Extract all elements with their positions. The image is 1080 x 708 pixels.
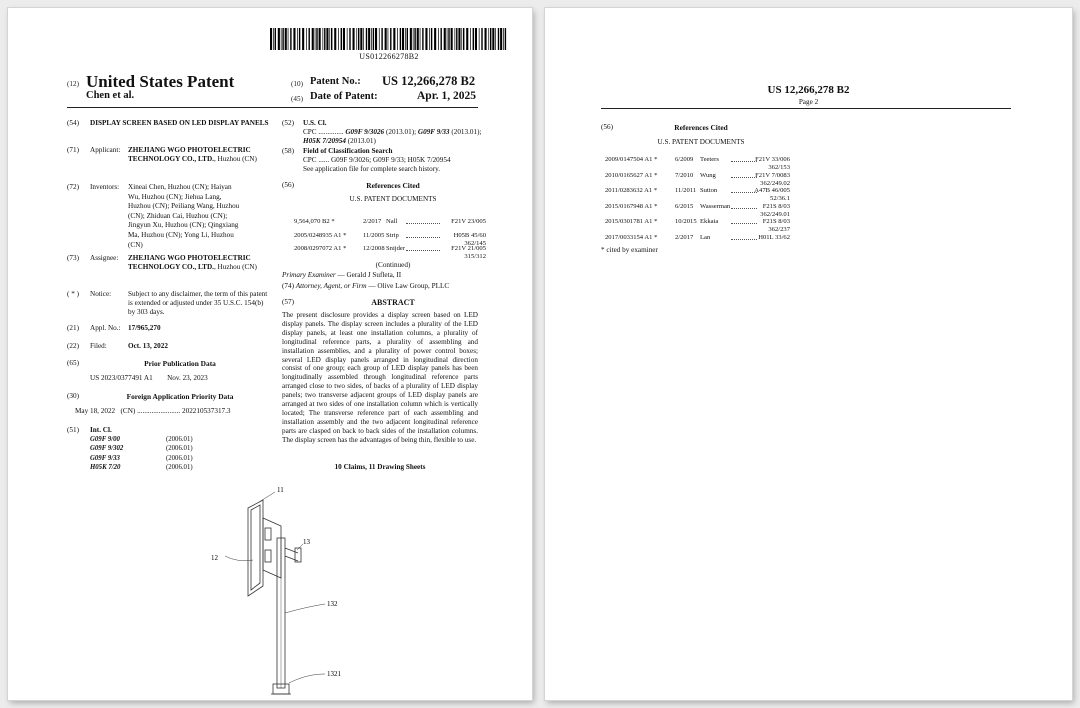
field-search-label: Field of Classification Search [303, 147, 393, 155]
ref-class-secondary: 362/153 [768, 164, 790, 171]
int-cl-class: G09F 9/00 [90, 436, 120, 443]
attorney [282, 282, 449, 290]
p2-refs-heading: References Cited [674, 123, 728, 132]
code-72: (72) [67, 183, 79, 191]
ref-class-secondary: 315/312 [464, 253, 486, 260]
ref-name: Wasserman [700, 202, 731, 210]
ref-class: H01L 33/62 [758, 233, 790, 241]
attorney-name: — Olive Law Group, PLLC [366, 282, 450, 290]
fig-label-11: 11 [277, 486, 284, 494]
refs-subheading: U.S. PATENT DOCUMENTS [349, 195, 437, 203]
ref-class-secondary: 362/145 [464, 239, 486, 247]
claims-summary: 10 Claims, 11 Drawing Sheets [334, 463, 426, 471]
ref-class-secondary: 52/36.1 [770, 195, 790, 202]
ref-name: Wung [700, 171, 716, 179]
inventors-label: Inventors: [90, 183, 120, 191]
ref-leader [406, 250, 440, 251]
ref-name: Ekkaia [700, 218, 719, 225]
appl-label: Appl. No.: [90, 324, 121, 332]
code-notice: ( * ) [67, 290, 79, 298]
patent-no-label: Patent No.: [310, 76, 361, 87]
field-cpc: CPC ...... G09F 9/3026; G09F 9/33; H05K 7/20954 [303, 156, 451, 164]
ref-number: 2008/0297072 A1 * [294, 245, 347, 252]
attorney-label: Attorney, Agent, or Firm [295, 282, 367, 290]
assignee-label: Assignee: [90, 254, 119, 262]
int-cl-class: G09F 9/302 [90, 445, 124, 453]
ref-number: 2015/0167948 A1 * [605, 202, 658, 210]
fig-label-132: 132 [327, 600, 338, 608]
cpc-class-3: H05K 7/20954 [303, 137, 346, 145]
refs-heading: References Cited [366, 181, 420, 190]
patent-drawing [203, 478, 363, 700]
ref-class: F21S 8/03 [762, 218, 790, 225]
code-73: (73) [67, 254, 79, 262]
code-65: (65) [67, 359, 79, 367]
patent-front-page [8, 8, 532, 700]
fig-label-1321: 1321 [327, 670, 341, 678]
ref-date: 7/2010 [675, 171, 694, 179]
cpc-class-1-year: (2013.01); [385, 128, 417, 136]
code-12: (12) [67, 80, 79, 88]
patent-number: US 12,266,278 B2 [382, 74, 476, 88]
code-45: (45) [291, 95, 303, 103]
ref-leader [731, 161, 757, 162]
code-51: (51) [67, 426, 79, 434]
p2-refs-subheading: U.S. PATENT DOCUMENTS [657, 138, 745, 146]
header-rule [67, 107, 478, 108]
invention-title: DISPLAY SCREEN BASED ON LED DISPLAY PANELS [90, 119, 269, 127]
panel-plate [248, 500, 263, 596]
filed-label: Filed: [90, 342, 107, 350]
inventors-line: Huzhou (CN); Peiliang Wang, Huzhou [128, 202, 240, 211]
examiner-label: Primary Examiner [282, 271, 336, 279]
us-cl-label: U.S. Cl. [303, 119, 327, 127]
cited-note: * cited by examiner [601, 246, 658, 254]
ref-class: F21S 8/03 [762, 202, 790, 210]
ref-class: F21V 21/005 [451, 245, 486, 252]
ref-date: 11/2011 [675, 187, 697, 194]
ref-name: Teeters [700, 156, 719, 163]
int-cl-year: (2006.01) [166, 436, 193, 443]
inventors-line: Wu, Huzhou (CN); Jiehua Lang, [128, 192, 222, 201]
ref-number: 2017/0033154 A1 * [605, 233, 658, 241]
barcode-number: US012266278B2 [359, 52, 419, 61]
p2-code-56: (56) [601, 123, 613, 131]
patent-type: United States Patent [86, 72, 235, 91]
ref-number: 9,564,070 B2 * [294, 218, 335, 225]
inventor-short: Chen et al. [86, 90, 135, 101]
ref-leader [731, 239, 757, 240]
ref-leader [731, 192, 757, 193]
assignee [128, 254, 268, 272]
int-cl-year: (2006.01) [166, 445, 193, 453]
code-22: (22) [67, 342, 79, 350]
int-cl-label: Int. Cl. [90, 426, 112, 434]
int-cl-year: (2006.01) [166, 454, 193, 462]
applicant-name: ZHEJIANG WGO PHOTOELECTRIC TECHNOLOGY CO., LTD. [128, 146, 251, 163]
ref-leader [406, 223, 440, 224]
int-cl-class: H05K 7/20 [90, 463, 121, 471]
appl-number: 17/965,270 [128, 324, 161, 332]
patent-date: Apr. 1, 2025 [417, 90, 476, 102]
code-57: (57) [282, 298, 294, 306]
ref-name: Lan [700, 233, 711, 241]
ref-class-secondary: 362/249.02 [760, 179, 790, 187]
ref-class: A47B 46/005 [754, 187, 790, 194]
inventors-line: Jingyun Xu, Huzhou (CN); Qingxiang [128, 221, 239, 230]
primary-examiner [282, 271, 401, 279]
assignee-name: ZHEJIANG WGO PHOTOELECTRIC TECHNOLOGY CO., LTD. [128, 254, 251, 271]
ref-number: 2011/0283632 A1 * [605, 187, 658, 194]
fig-label-13: 13 [303, 538, 310, 546]
foreign-priority-line: May 18, 2022 (CN) ........................ 202210537317.3 [75, 407, 231, 415]
ref-number: 2010/0165627 A1 * [605, 171, 658, 179]
int-cl-class: G09F 9/33 [90, 454, 120, 462]
inventors-list [128, 183, 273, 250]
ref-name: Snijder [386, 245, 406, 252]
ref-name: Strip [386, 231, 399, 239]
page2-patent-number: US 12,266,278 B2 [767, 84, 850, 96]
continued-note: (Continued) [375, 261, 411, 269]
filed-date: Oct. 13, 2022 [128, 342, 168, 350]
ref-class: F21V 23/005 [451, 218, 486, 225]
inventors-line: Xineai Chen, Huzhou (CN); Haiyan [128, 183, 232, 191]
ref-class: H05B 45/60 [453, 231, 486, 239]
ref-number: 2009/0147504 A1 * [605, 156, 658, 163]
ref-name: Sutton [700, 187, 718, 194]
ref-date: 11/2005 [363, 231, 385, 239]
ref-date: 6/2015 [675, 202, 694, 210]
cpc-class-3-year: (2013.01) [347, 137, 376, 145]
ref-date: 2/2017 [363, 218, 382, 225]
ref-leader [731, 177, 757, 178]
code-74: (74) [282, 282, 294, 290]
ref-leader [731, 223, 757, 224]
applicant-location: , Huzhou (CN) [213, 154, 257, 163]
cpc-class-2-year: (2013.01); [451, 128, 482, 136]
ref-leader [731, 208, 757, 209]
prior-pub-line: US 2023/0377491 A1 Nov. 23, 2023 [90, 374, 208, 382]
date-label: Date of Patent: [310, 91, 378, 102]
field-see: See application file for complete search history. [303, 165, 441, 173]
ref-date: 10/2015 [675, 218, 697, 225]
abstract-heading: ABSTRACT [371, 298, 415, 307]
code-30: (30) [67, 392, 79, 400]
applicant-label: Applicant: [90, 146, 121, 154]
ref-class-secondary: 362/249.01 [760, 210, 790, 218]
abstract-text: The present disclosure provides a display screen based on LED display panels. The display screen includes a plurality of the LED display panels, at least one installation columns, a plurality of longitudinal reference parts, a plurality of assembling and installation assemblies, and a plurality of power control boxes; several LED display panels arranged in longitudinal direction consist of one group; each group of LED display panels has been longitudinally assembled through longitudinal reference parts arranged close to two sides, of backs of a plurality of LED display panels; two transverse adjacent groups of LED display panels are arranged at two sides of one installation column which is vertically located; The transverse reference part of each assembling and installation assembly and the two adjacent longitudinal reference parts are clasped on back to back sides of the installation columns. The display screen has the advantages of being thin, flexible to use. [282, 311, 478, 444]
patent-page-2 [545, 8, 1072, 700]
ref-number: 2005/0248935 A1 * [294, 231, 347, 239]
code-52: (52) [282, 119, 294, 127]
code-54: (54) [67, 119, 79, 127]
prior-pub-heading: Prior Publication Data [144, 359, 216, 368]
cpc-class-1: G09F 9/3026 [345, 128, 385, 136]
ref-number: 2015/0301781 A1 * [605, 218, 658, 225]
inventors-line: (CN); Zhiduan Cai, Huzhou (CN); [128, 211, 228, 220]
assignee-location: , Huzhou (CN) [213, 262, 257, 271]
cpc-label: CPC .............. [303, 128, 344, 136]
cpc-classes [303, 128, 483, 146]
cpc-class-2: G09F 9/33 [417, 128, 450, 136]
barcode [270, 28, 508, 54]
page2-page-number: Page 2 [798, 98, 819, 106]
code-56: (56) [282, 181, 294, 189]
foreign-priority-heading: Foreign Application Priority Data [126, 392, 234, 401]
ref-class: F21V 33/006 [755, 156, 790, 163]
ref-leader [406, 237, 440, 238]
int-cl-year: (2006.01) [166, 463, 193, 471]
ref-date: 12/2008 [363, 245, 385, 252]
fig-label-12: 12 [211, 554, 218, 562]
ref-date: 2/2017 [675, 233, 694, 241]
code-10: (10) [291, 80, 303, 88]
notice-label: Notice: [90, 290, 112, 298]
ref-name: Nall [386, 218, 398, 225]
page2-header-rule [601, 108, 1011, 109]
notice-text: Subject to any disclaimer, the term of this patent is extended or adjusted under 35 U.S.C. 154(b) by 303 days. [128, 290, 268, 317]
code-71: (71) [67, 146, 79, 154]
inventors-line: Ma, Huzhou (CN); Yong Li, Huzhou [128, 230, 234, 239]
code-58: (58) [282, 147, 294, 155]
inventors-line: (CN) [128, 240, 143, 249]
code-21: (21) [67, 324, 79, 332]
ref-class-secondary: 362/237 [768, 226, 790, 233]
applicant [128, 146, 268, 164]
ref-class: F21V 7/0083 [755, 171, 790, 179]
examiner-name: — Gerald J Sufleta, II [335, 271, 402, 279]
ref-date: 6/2009 [675, 156, 694, 163]
